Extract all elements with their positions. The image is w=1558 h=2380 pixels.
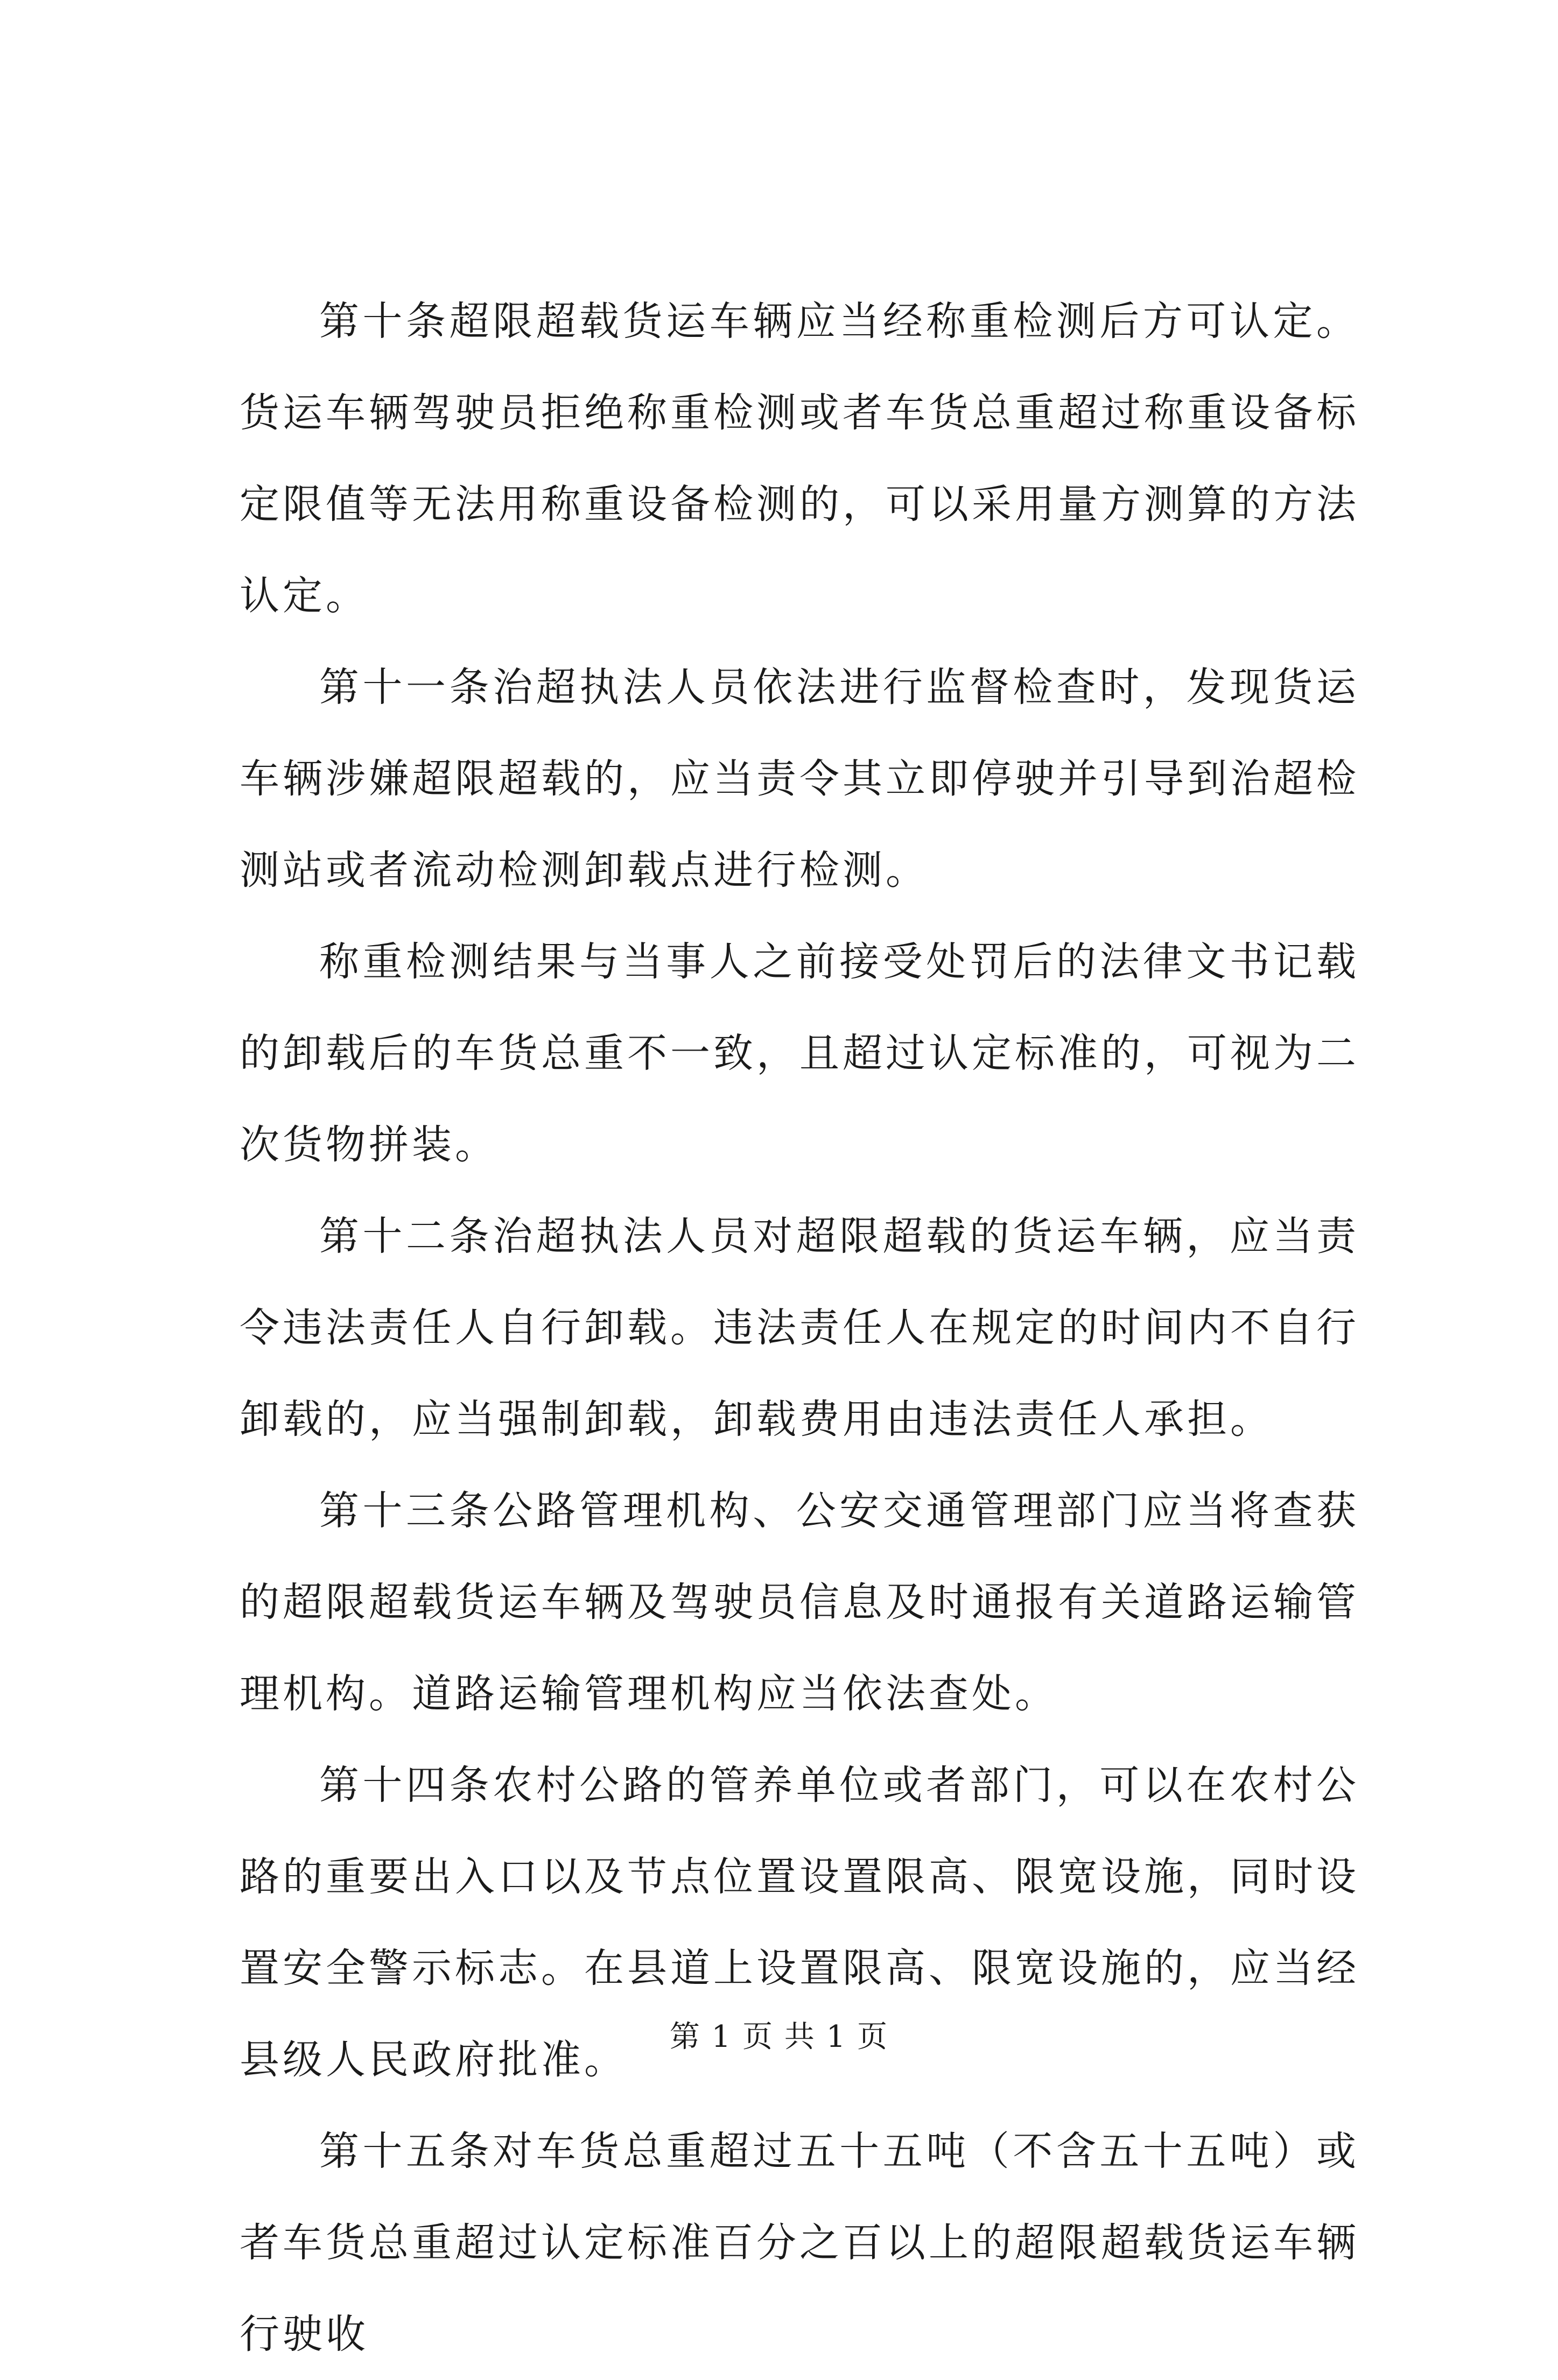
document-body <box>240 276 1359 2380</box>
paragraph-article-13: 第十三条公路管理机构、公安交通管理部门应当将查获的超限超载货运车辆及驾驶员信息及时通报有关道路运输管理机构。道路运输管理机构应当依法查处。 <box>240 1488 1359 1717</box>
paragraph-article-11: 第十一条治超执法人员依法进行监督检查时，发现货运车辆涉嫌超限超载的，应当责令其立即停驶并引导到治超检测站或者流动检测卸载点进行检测。 <box>240 664 1359 893</box>
page-footer: 第 1 页 共 1 页 <box>669 2019 889 2054</box>
paragraph-article-15: 第十五条对车货总重超过五十五吨（不含五十五吨）或者车货总重超过认定标准百分之百以上的超限超载货运车辆行驶收 <box>240 2128 1359 2357</box>
paragraph-article-12: 第十二条治超执法人员对超限超载的货运车辆，应当责令违法责任人自行卸载。违法责任人在规定的时间内不自行卸载的，应当强制卸载，卸载费用由违法责任人承担。 <box>240 1213 1359 1442</box>
paragraph-weighing-result: 称重检测结果与当事人之前接受处罚后的法律文书记载的卸载后的车货总重不一致，且超过认定标准的，可视为二次货物拼装。 <box>240 939 1359 1168</box>
paragraph-article-10: 第十条超限超载货运车辆应当经称重检测后方可认定。货运车辆驾驶员拒绝称重检测或者车货总重超过称重设备标定限值等无法用称重设备检测的，可以采用量方测算的方法认定。 <box>240 298 1359 619</box>
paragraph-article-14: 第十四条农村公路的管养单位或者部门，可以在农村公路的重要出入口以及节点位置设置限高、限宽设施，同时设置安全警示标志。在县道上设置限高、限宽设施的，应当经县级人民政府批准。 <box>240 1762 1359 2083</box>
